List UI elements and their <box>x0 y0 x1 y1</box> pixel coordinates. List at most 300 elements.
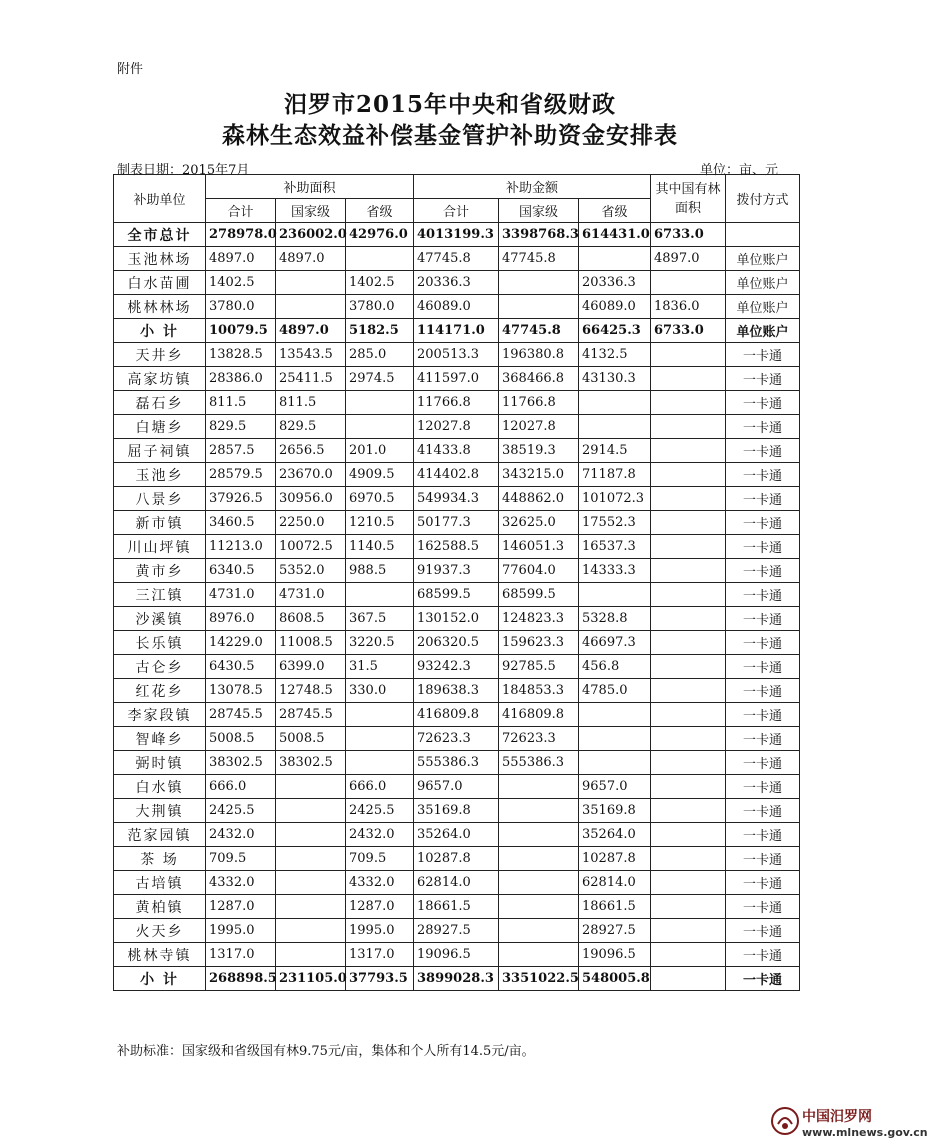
table-row <box>114 487 800 511</box>
amount-national-cell <box>499 271 579 295</box>
header-payment: 拨付方式 <box>726 175 800 223</box>
amount-provincial-cell: 43130.3 <box>579 367 651 391</box>
amount-national-cell: 146051.3 <box>499 535 579 559</box>
table-row <box>114 895 800 919</box>
payment-method-cell: 一卡通 <box>726 391 800 415</box>
amount-total-cell: 41433.8 <box>414 439 499 463</box>
amount-national-cell: 12027.8 <box>499 415 579 439</box>
payment-method-cell: 一卡通 <box>726 439 800 463</box>
area-provincial-cell: 1140.5 <box>346 535 414 559</box>
unit-cell: 三江镇 <box>114 583 206 607</box>
amount-national-cell <box>499 799 579 823</box>
payment-method-cell: 一卡通 <box>726 511 800 535</box>
unit-cell: 弼时镇 <box>114 751 206 775</box>
area-total-cell: 2857.5 <box>206 439 276 463</box>
area-provincial-cell: 4332.0 <box>346 871 414 895</box>
site-logo-icon <box>770 1106 800 1136</box>
unit-cell: 古培镇 <box>114 871 206 895</box>
amount-national-cell: 92785.5 <box>499 655 579 679</box>
table-row <box>114 535 800 559</box>
payment-method-cell: 一卡通 <box>726 871 800 895</box>
document-title-line2: 森林生态效益补偿基金管护补助资金安排表 <box>222 122 678 149</box>
amount-total-cell: 411597.0 <box>414 367 499 391</box>
area-provincial-cell: 1402.5 <box>346 271 414 295</box>
table-row <box>114 463 800 487</box>
table-row <box>114 391 800 415</box>
amount-total-cell: 555386.3 <box>414 751 499 775</box>
table-row <box>114 655 800 679</box>
area-national-cell: 236002.0 <box>276 223 346 247</box>
header-area-national: 国家级 <box>276 199 346 223</box>
payment-method-cell: 单位账户 <box>726 319 800 343</box>
area-national-cell: 38302.5 <box>276 751 346 775</box>
payment-method-cell: 单位账户 <box>726 271 800 295</box>
area-national-cell: 829.5 <box>276 415 346 439</box>
site-watermark <box>770 1102 928 1144</box>
state-forest-cell <box>651 583 726 607</box>
table-row <box>114 631 800 655</box>
table-row <box>114 439 800 463</box>
area-provincial-cell: 42976.0 <box>346 223 414 247</box>
table-row <box>114 367 800 391</box>
unit-cell: 黄市乡 <box>114 559 206 583</box>
amount-national-cell <box>499 847 579 871</box>
area-national-cell: 8608.5 <box>276 607 346 631</box>
unit-cell: 智峰乡 <box>114 727 206 751</box>
amount-national-cell: 368466.8 <box>499 367 579 391</box>
table-row <box>114 559 800 583</box>
state-forest-cell <box>651 271 726 295</box>
area-total-cell: 2432.0 <box>206 823 276 847</box>
amount-provincial-cell: 71187.8 <box>579 463 651 487</box>
area-provincial-cell: 367.5 <box>346 607 414 631</box>
payment-method-cell: 一卡通 <box>726 367 800 391</box>
footer-note: 补助标准：国家级和省级国有林9.75元/亩，集体和个人所有14.5元/亩。 <box>117 1044 535 1059</box>
watermark-url: www.mlnews.gov.cn <box>802 1126 928 1139</box>
area-total-cell: 5008.5 <box>206 727 276 751</box>
unit-cell: 桃林寺镇 <box>114 943 206 967</box>
amount-provincial-cell: 35169.8 <box>579 799 651 823</box>
area-total-cell: 28386.0 <box>206 367 276 391</box>
area-national-cell: 4897.0 <box>276 319 346 343</box>
payment-method-cell: 单位账户 <box>726 295 800 319</box>
amount-national-cell <box>499 823 579 847</box>
state-forest-cell <box>651 535 726 559</box>
amount-total-cell: 68599.5 <box>414 583 499 607</box>
area-provincial-cell <box>346 247 414 271</box>
state-forest-cell <box>651 967 726 991</box>
payment-method-cell: 一卡通 <box>726 463 800 487</box>
table-row <box>114 919 800 943</box>
payment-method-cell: 一卡通 <box>726 799 800 823</box>
payment-method-cell: 一卡通 <box>726 679 800 703</box>
area-provincial-cell: 2425.5 <box>346 799 414 823</box>
area-provincial-cell <box>346 583 414 607</box>
amount-national-cell: 47745.8 <box>499 319 579 343</box>
amount-national-cell: 184853.3 <box>499 679 579 703</box>
watermark-name: 中国汨罗网 <box>802 1109 872 1125</box>
amount-national-cell: 47745.8 <box>499 247 579 271</box>
state-forest-cell <box>651 823 726 847</box>
unit-cell: 白水镇 <box>114 775 206 799</box>
area-provincial-cell <box>346 415 414 439</box>
area-provincial-cell: 2974.5 <box>346 367 414 391</box>
state-forest-cell <box>651 871 726 895</box>
state-forest-cell <box>651 799 726 823</box>
unit-cell: 全市总计 <box>114 223 206 247</box>
table-row <box>114 847 800 871</box>
unit-cell: 范家园镇 <box>114 823 206 847</box>
payment-method-cell: 一卡通 <box>726 847 800 871</box>
amount-provincial-cell: 10287.8 <box>579 847 651 871</box>
unit-cell: 川山坪镇 <box>114 535 206 559</box>
state-forest-cell <box>651 463 726 487</box>
amount-national-cell: 77604.0 <box>499 559 579 583</box>
table-row <box>114 583 800 607</box>
area-national-cell: 2656.5 <box>276 439 346 463</box>
state-forest-cell <box>651 679 726 703</box>
area-national-cell: 4897.0 <box>276 247 346 271</box>
amount-provincial-cell: 62814.0 <box>579 871 651 895</box>
amount-total-cell: 50177.3 <box>414 511 499 535</box>
table-row <box>114 943 800 967</box>
area-national-cell: 28745.5 <box>276 703 346 727</box>
state-forest-cell <box>651 703 726 727</box>
area-national-cell: 13543.5 <box>276 343 346 367</box>
unit-cell: 火天乡 <box>114 919 206 943</box>
unit-cell: 小 计 <box>114 319 206 343</box>
amount-provincial-cell: 548005.8 <box>579 967 651 991</box>
unit-cell: 玉池林场 <box>114 247 206 271</box>
state-forest-cell <box>651 343 726 367</box>
state-forest-cell <box>651 511 726 535</box>
amount-national-cell: 416809.8 <box>499 703 579 727</box>
amount-total-cell: 206320.5 <box>414 631 499 655</box>
area-total-cell: 1317.0 <box>206 943 276 967</box>
area-provincial-cell <box>346 703 414 727</box>
amount-provincial-cell: 19096.5 <box>579 943 651 967</box>
area-provincial-cell: 1210.5 <box>346 511 414 535</box>
amount-provincial-cell <box>579 751 651 775</box>
payment-method-cell: 一卡通 <box>726 895 800 919</box>
table-row <box>114 415 800 439</box>
payment-method-cell: 一卡通 <box>726 487 800 511</box>
amount-national-cell: 555386.3 <box>499 751 579 775</box>
amount-total-cell: 9657.0 <box>414 775 499 799</box>
amount-provincial-cell: 20336.3 <box>579 271 651 295</box>
area-total-cell: 14229.0 <box>206 631 276 655</box>
unit-cell: 沙溪镇 <box>114 607 206 631</box>
table-row <box>114 343 800 367</box>
state-forest-cell <box>651 847 726 871</box>
amount-provincial-cell: 28927.5 <box>579 919 651 943</box>
amount-provincial-cell: 14333.3 <box>579 559 651 583</box>
table-row <box>114 511 800 535</box>
amount-provincial-cell: 18661.5 <box>579 895 651 919</box>
area-provincial-cell: 3220.5 <box>346 631 414 655</box>
state-forest-cell: 6733.0 <box>651 319 726 343</box>
amount-provincial-cell: 5328.8 <box>579 607 651 631</box>
amount-total-cell: 18661.5 <box>414 895 499 919</box>
area-national-cell <box>276 919 346 943</box>
amount-national-cell: 32625.0 <box>499 511 579 535</box>
area-total-cell: 37926.5 <box>206 487 276 511</box>
amount-total-cell: 189638.3 <box>414 679 499 703</box>
amount-provincial-cell: 46089.0 <box>579 295 651 319</box>
area-national-cell: 25411.5 <box>276 367 346 391</box>
area-national-cell <box>276 295 346 319</box>
amount-provincial-cell: 4132.5 <box>579 343 651 367</box>
area-national-cell <box>276 271 346 295</box>
amount-provincial-cell <box>579 727 651 751</box>
amount-total-cell: 549934.3 <box>414 487 499 511</box>
area-total-cell: 13828.5 <box>206 343 276 367</box>
area-total-cell: 2425.5 <box>206 799 276 823</box>
amount-national-cell: 159623.3 <box>499 631 579 655</box>
area-total-cell: 6340.5 <box>206 559 276 583</box>
state-forest-cell: 4897.0 <box>651 247 726 271</box>
state-forest-cell <box>651 943 726 967</box>
amount-provincial-cell <box>579 247 651 271</box>
unit-cell: 李家段镇 <box>114 703 206 727</box>
table-row <box>114 295 800 319</box>
area-national-cell <box>276 823 346 847</box>
area-provincial-cell: 1995.0 <box>346 919 414 943</box>
amount-total-cell: 4013199.3 <box>414 223 499 247</box>
area-national-cell: 6399.0 <box>276 655 346 679</box>
table-row <box>114 967 800 991</box>
header-amount-provincial: 省级 <box>579 199 651 223</box>
area-provincial-cell <box>346 391 414 415</box>
amount-national-cell <box>499 775 579 799</box>
area-total-cell: 6430.5 <box>206 655 276 679</box>
table-row <box>114 271 800 295</box>
document-title-line1: 汨罗市2015年中央和省级财政 <box>283 91 616 118</box>
amount-total-cell: 47745.8 <box>414 247 499 271</box>
state-forest-cell <box>651 607 726 631</box>
state-forest-cell <box>651 439 726 463</box>
amount-total-cell: 3899028.3 <box>414 967 499 991</box>
unit-cell: 红花乡 <box>114 679 206 703</box>
area-provincial-cell: 330.0 <box>346 679 414 703</box>
area-national-cell <box>276 895 346 919</box>
area-provincial-cell: 709.5 <box>346 847 414 871</box>
state-forest-cell <box>651 919 726 943</box>
amount-provincial-cell: 2914.5 <box>579 439 651 463</box>
unit-cell: 小 计 <box>114 967 206 991</box>
payment-method-cell: 一卡通 <box>726 943 800 967</box>
area-total-cell: 709.5 <box>206 847 276 871</box>
state-forest-cell <box>651 367 726 391</box>
table-row <box>114 727 800 751</box>
amount-total-cell: 72623.3 <box>414 727 499 751</box>
amount-total-cell: 20336.3 <box>414 271 499 295</box>
amount-provincial-cell: 46697.3 <box>579 631 651 655</box>
payment-method-cell: 一卡通 <box>726 607 800 631</box>
area-national-cell: 12748.5 <box>276 679 346 703</box>
header-area-provincial: 省级 <box>346 199 414 223</box>
unit-cell: 玉池乡 <box>114 463 206 487</box>
area-national-cell: 10072.5 <box>276 535 346 559</box>
payment-method-cell: 一卡通 <box>726 775 800 799</box>
area-provincial-cell: 4909.5 <box>346 463 414 487</box>
amount-total-cell: 414402.8 <box>414 463 499 487</box>
unit-cell: 屈子祠镇 <box>114 439 206 463</box>
area-total-cell: 11213.0 <box>206 535 276 559</box>
payment-method-cell: 一卡通 <box>726 823 800 847</box>
payment-method-cell: 单位账户 <box>726 247 800 271</box>
table-row <box>114 799 800 823</box>
payment-method-cell: 一卡通 <box>726 751 800 775</box>
header-unit: 补助单位 <box>114 175 206 223</box>
unit-cell: 古仑乡 <box>114 655 206 679</box>
amount-total-cell: 416809.8 <box>414 703 499 727</box>
amount-total-cell: 11766.8 <box>414 391 499 415</box>
amount-provincial-cell <box>579 391 651 415</box>
payment-method-cell: 一卡通 <box>726 559 800 583</box>
payment-method-cell: 一卡通 <box>726 343 800 367</box>
header-area-total: 合计 <box>206 199 276 223</box>
unit-cell: 黄柏镇 <box>114 895 206 919</box>
area-national-cell <box>276 943 346 967</box>
area-national-cell: 2250.0 <box>276 511 346 535</box>
area-total-cell: 811.5 <box>206 391 276 415</box>
amount-provincial-cell: 614431.0 <box>579 223 651 247</box>
area-national-cell <box>276 775 346 799</box>
table-body <box>114 223 800 991</box>
amount-national-cell: 68599.5 <box>499 583 579 607</box>
amount-provincial-cell: 35264.0 <box>579 823 651 847</box>
payment-method-cell: 一卡通 <box>726 631 800 655</box>
amount-provincial-cell: 101072.3 <box>579 487 651 511</box>
state-forest-cell <box>651 391 726 415</box>
payment-method-cell: 一卡通 <box>726 703 800 727</box>
area-provincial-cell: 31.5 <box>346 655 414 679</box>
area-total-cell: 278978.0 <box>206 223 276 247</box>
table-row <box>114 679 800 703</box>
amount-national-cell: 124823.3 <box>499 607 579 631</box>
area-provincial-cell <box>346 751 414 775</box>
state-forest-cell <box>651 631 726 655</box>
area-national-cell: 30956.0 <box>276 487 346 511</box>
unit-cell: 白水苗圃 <box>114 271 206 295</box>
table-row <box>114 871 800 895</box>
unit-cell: 新市镇 <box>114 511 206 535</box>
table-row <box>114 775 800 799</box>
amount-national-cell: 196380.8 <box>499 343 579 367</box>
area-provincial-cell: 201.0 <box>346 439 414 463</box>
area-total-cell: 3460.5 <box>206 511 276 535</box>
area-total-cell: 829.5 <box>206 415 276 439</box>
amount-provincial-cell <box>579 583 651 607</box>
area-total-cell: 28745.5 <box>206 703 276 727</box>
amount-national-cell: 38519.3 <box>499 439 579 463</box>
table-row <box>114 751 800 775</box>
amount-total-cell: 35264.0 <box>414 823 499 847</box>
amount-provincial-cell: 9657.0 <box>579 775 651 799</box>
amount-provincial-cell: 4785.0 <box>579 679 651 703</box>
unit-cell: 天井乡 <box>114 343 206 367</box>
header-area-group: 补助面积 <box>206 175 414 199</box>
unit-cell: 长乐镇 <box>114 631 206 655</box>
amount-total-cell: 200513.3 <box>414 343 499 367</box>
area-total-cell: 10079.5 <box>206 319 276 343</box>
area-provincial-cell: 2432.0 <box>346 823 414 847</box>
area-total-cell: 4332.0 <box>206 871 276 895</box>
amount-total-cell: 10287.8 <box>414 847 499 871</box>
area-total-cell: 28579.5 <box>206 463 276 487</box>
area-national-cell: 231105.0 <box>276 967 346 991</box>
unit-cell: 白塘乡 <box>114 415 206 439</box>
area-provincial-cell: 6970.5 <box>346 487 414 511</box>
amount-provincial-cell: 66425.3 <box>579 319 651 343</box>
state-forest-cell <box>651 727 726 751</box>
amount-national-cell: 343215.0 <box>499 463 579 487</box>
payment-method-cell: 一卡通 <box>726 583 800 607</box>
payment-method-cell: 一卡通 <box>726 655 800 679</box>
area-provincial-cell <box>346 727 414 751</box>
amount-provincial-cell <box>579 415 651 439</box>
area-provincial-cell: 666.0 <box>346 775 414 799</box>
amount-national-cell <box>499 895 579 919</box>
amount-total-cell: 130152.0 <box>414 607 499 631</box>
state-forest-cell <box>651 775 726 799</box>
table-unit: 单位：亩、元 <box>700 163 779 178</box>
header-state-forest: 其中国有林面积 <box>651 175 726 223</box>
table-row <box>114 607 800 631</box>
unit-cell: 大荆镇 <box>114 799 206 823</box>
payment-method-cell <box>726 223 800 247</box>
payment-method-cell: 一卡通 <box>726 415 800 439</box>
area-total-cell: 13078.5 <box>206 679 276 703</box>
area-national-cell: 5008.5 <box>276 727 346 751</box>
attachment-label: 附件 <box>117 62 144 77</box>
amount-total-cell: 114171.0 <box>414 319 499 343</box>
amount-total-cell: 62814.0 <box>414 871 499 895</box>
amount-national-cell <box>499 871 579 895</box>
unit-cell: 高家坊镇 <box>114 367 206 391</box>
header-amount-total: 合计 <box>414 199 499 223</box>
header-amount-group: 补助金额 <box>414 175 651 199</box>
area-total-cell: 8976.0 <box>206 607 276 631</box>
unit-cell: 桃林林场 <box>114 295 206 319</box>
amount-total-cell: 93242.3 <box>414 655 499 679</box>
table-row <box>114 247 800 271</box>
area-national-cell: 23670.0 <box>276 463 346 487</box>
amount-total-cell: 19096.5 <box>414 943 499 967</box>
payment-method-cell: 一卡通 <box>726 967 800 991</box>
area-national-cell: 811.5 <box>276 391 346 415</box>
amount-provincial-cell: 17552.3 <box>579 511 651 535</box>
table-date: 制表日期：2015年7月 <box>117 163 250 178</box>
amount-national-cell <box>499 919 579 943</box>
area-total-cell: 3780.0 <box>206 295 276 319</box>
area-total-cell: 1995.0 <box>206 919 276 943</box>
area-total-cell: 666.0 <box>206 775 276 799</box>
table-row <box>114 823 800 847</box>
amount-total-cell: 91937.3 <box>414 559 499 583</box>
amount-total-cell: 35169.8 <box>414 799 499 823</box>
payment-method-cell: 一卡通 <box>726 919 800 943</box>
amount-national-cell <box>499 943 579 967</box>
header-amount-national: 国家级 <box>499 199 579 223</box>
payment-method-cell: 一卡通 <box>726 727 800 751</box>
area-total-cell: 1402.5 <box>206 271 276 295</box>
amount-provincial-cell: 456.8 <box>579 655 651 679</box>
amount-total-cell: 162588.5 <box>414 535 499 559</box>
area-provincial-cell: 988.5 <box>346 559 414 583</box>
area-provincial-cell: 5182.5 <box>346 319 414 343</box>
